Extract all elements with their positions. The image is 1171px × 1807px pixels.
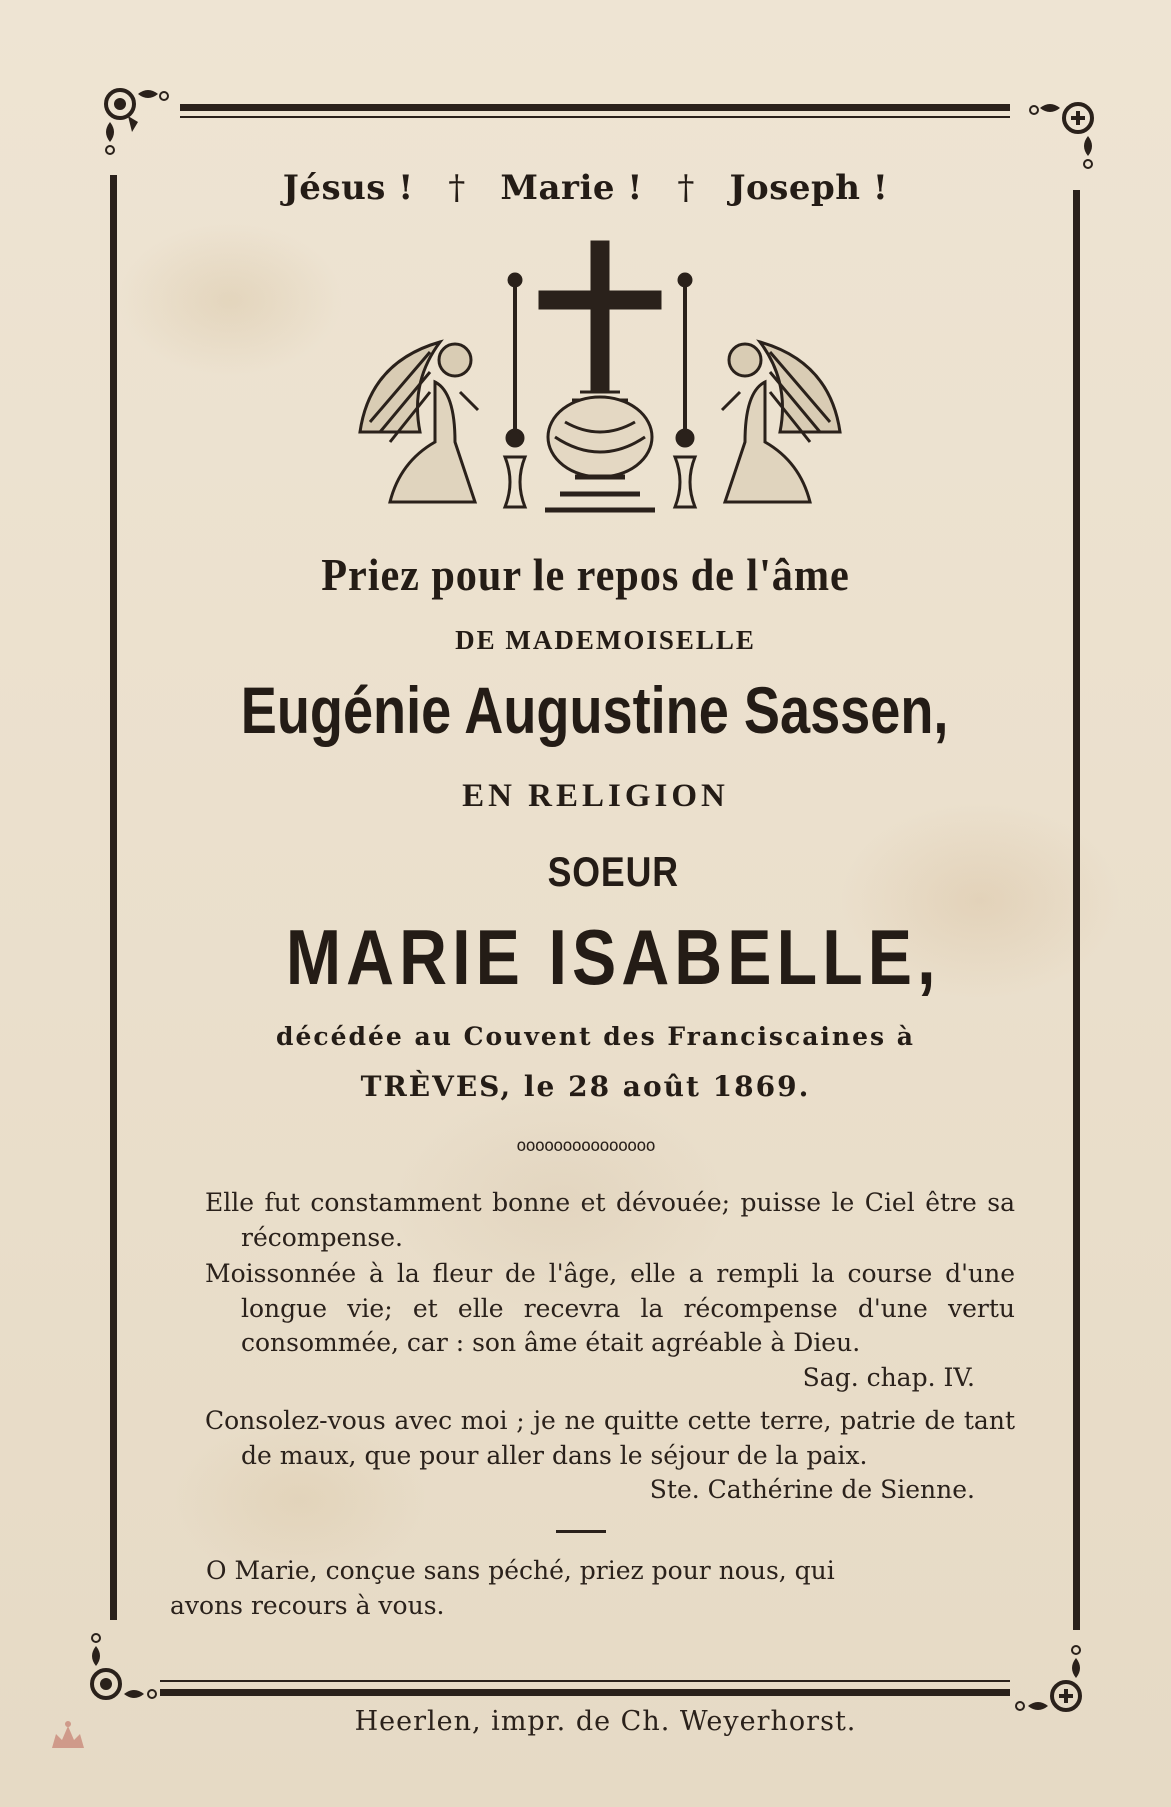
closing-prayer [170,1554,1051,1623]
invocation-jesus: Jésus ! [282,168,414,208]
short-rule [556,1530,606,1533]
frame-bottom-thin-border [160,1680,1010,1682]
cross-icon: † [448,168,466,208]
paragraph-2 [205,1257,1015,1395]
paragraph-3-content [205,1404,1015,1504]
paragraph-3 [205,1404,1015,1508]
frame-left-border [110,175,117,1620]
corner-ornament-icon [82,1618,172,1708]
frame-right-border [1073,190,1080,1630]
invocation-joseph: Joseph ! [729,168,889,208]
paragraph-2-reference: Sag. chap. IV. [802,1362,975,1392]
deceased-line: décédée au Couvent des Franciscaines à [276,1022,915,1051]
religion-line: EN RELIGION [462,778,729,814]
collection-stamp-icon [48,1718,88,1754]
title-line: DE MADEMOISELLE [455,625,756,655]
invocation-marie: Marie ! [500,168,643,208]
invocation-line [0,168,1171,208]
deceased-name: Eugénie Augustine Sassen, [240,673,949,747]
paragraph-1-text: Elle fut constamment bonne et dévouée; puisse le Ciel être sa récompense. [205,1188,1015,1252]
cross-angels-emblem-icon [340,232,860,522]
ornament-divider: ooooooooooooooo [516,1136,655,1156]
soeur-line: SOEUR [547,848,679,895]
cross-icon: † [677,168,695,208]
frame-bottom-border [160,1689,1010,1696]
printer-imprint: Heerlen, impr. de Ch. Weyerhorst. [354,1706,857,1737]
paragraph-1 [205,1186,1015,1255]
corner-ornament-icon [98,82,188,172]
frame-top-thin-border [180,116,1010,118]
paragraph-3-text: Consolez-vous avec moi ; je ne quitte cette terre, patrie de tant de maux, que pour aller dans le séjour de la paix. [205,1406,1015,1470]
paragraph-3-reference: Ste. Cathérine de Sienne. [649,1475,975,1504]
closing-prayer-line-1: O Marie, conçue sans péché, priez pour nous, qui [206,1556,835,1585]
closing-prayer-line-2: avons recours à vous. [170,1590,445,1620]
frame-top-border [180,104,1010,111]
paragraph-2-text: Moissonnée à la fleur de l'âge, elle a rempli la course d'une longue vie; et elle recevra la récompense d'une vertu consommée, car : son âme était agréable à Dieu. [205,1259,1015,1357]
place-date-line: TRÈVES, le 28 août 1869. [360,1070,811,1103]
paragraph-2-content [205,1257,1015,1392]
religious-name: MARIE ISABELLE, [285,913,941,1001]
prayer-heading: Priez pour le repos de l'âme [321,549,850,600]
